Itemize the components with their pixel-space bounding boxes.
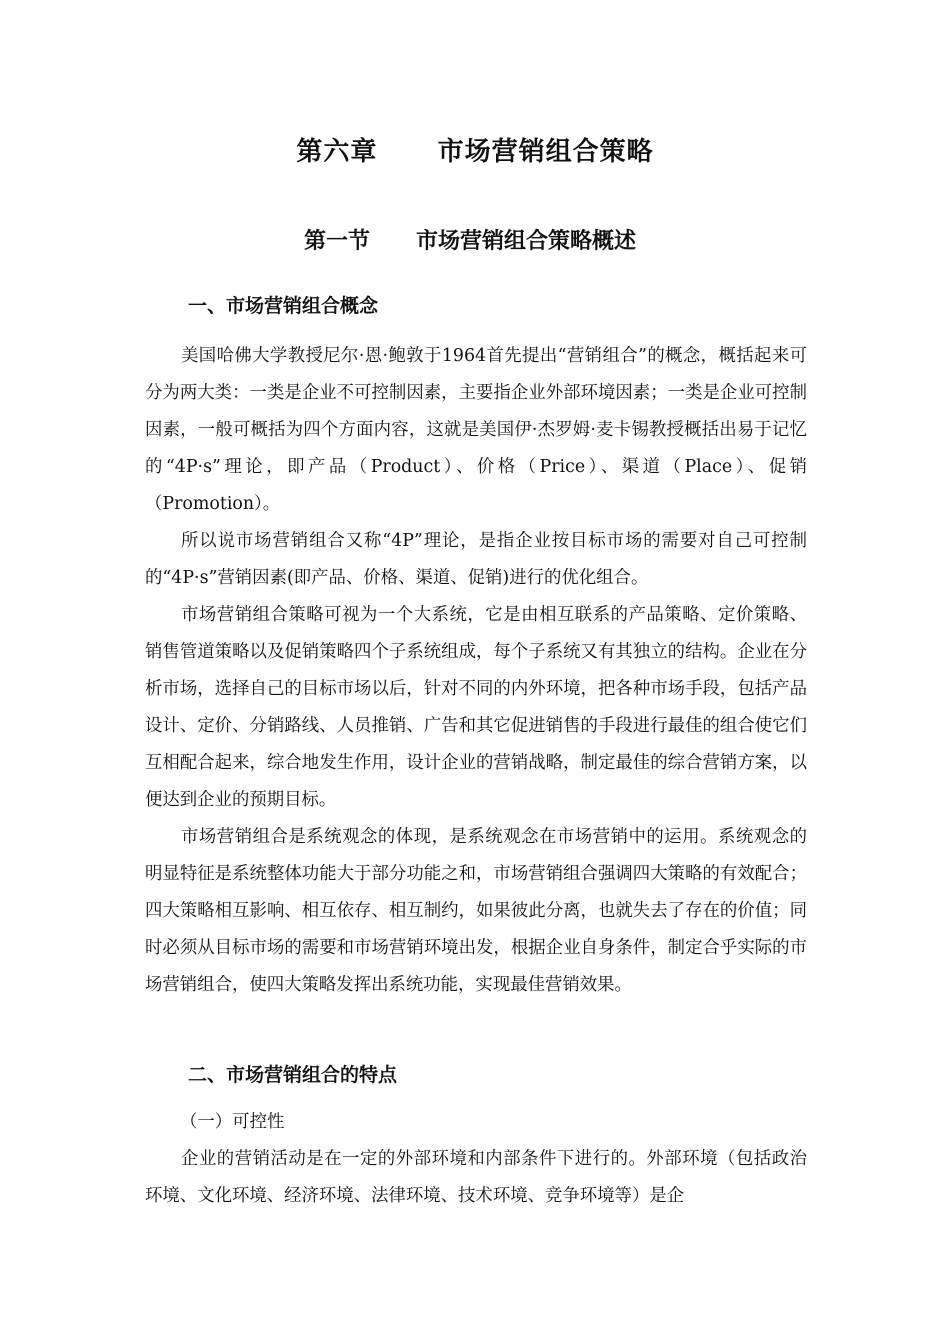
paragraph-concept-system: 市场营销组合是系统观念的体现，是系统观念在市场营销中的运用。系统观念的明显特征是系统整体功能大于部分功能之和，市场营销组合强调四大策略的有效配合；四大策略相互影响、相互依存、相互制约，如果彼此分离，也就失去了存在的价值；同时必须从目标市场的需要和市场营销环境出发，根据企业自身条件，制定合乎实际的市场营销组合，使四大策略发挥出系统功能，实现最佳营销效果。 bbox=[145, 827, 807, 995]
paragraph-environment: 企业的营销活动是在一定的外部环境和内部条件下进行的。外部环境（包括政治环境、文化环境、经济环境、法律环境、技术环境、竞争环境等）是企 bbox=[145, 1149, 807, 1206]
paragraph-4p: 所以说市场营销组合又称“4P”理论，是指企业按目标市场的需要对自己可控制的“4P·s”营销因素(即产品、价格、渠道、促销)进行的优化组合。 bbox=[145, 531, 807, 588]
section-title: 第一节 市场营销组合策略概述 bbox=[304, 229, 636, 254]
paragraph-system: 市场营销组合策略可视为一个大系统，它是由相互联系的产品策略、定价策略、销售管道策略以及促销策略四个子系统组成，每个子系统又有其独立的结构。企业在分析市场，选择自己的目标市场以后，针对不同的内外环境，把各种市场手段，包括产品设计、定价、分销路线、人员推销、广告和其它促进销售的手段进行最佳的组合使它们互相配合起来，综合地发生作用，设计企业的营销战略，制定最佳的综合营销方案，以便达到企业的预期目标。 bbox=[145, 605, 807, 810]
paragraph-borden: 美国哈佛大学教授尼尔·恩·鲍敦于1964首先提出“营销组合”的概念，概括起来可分为两大类：一类是企业不可控制因素，主要指企业外部环境因素；一类是企业可控制因素，一般可概括为四个方面内容，这就是美国伊·杰罗姆·麦卡锡教授概括出易于记忆的“4P·s”理论，即产品（Product）、价格（Price）、渠道（Place）、促销（Promotion）。 bbox=[145, 346, 807, 514]
subheading-controllability: （一）可控性 bbox=[180, 1112, 285, 1132]
heading-concept: 一、市场营销组合概念 bbox=[188, 295, 379, 317]
heading-features: 二、市场营销组合的特点 bbox=[188, 1064, 398, 1086]
chapter-title: 第六章 市场营销组合策略 bbox=[296, 137, 654, 167]
